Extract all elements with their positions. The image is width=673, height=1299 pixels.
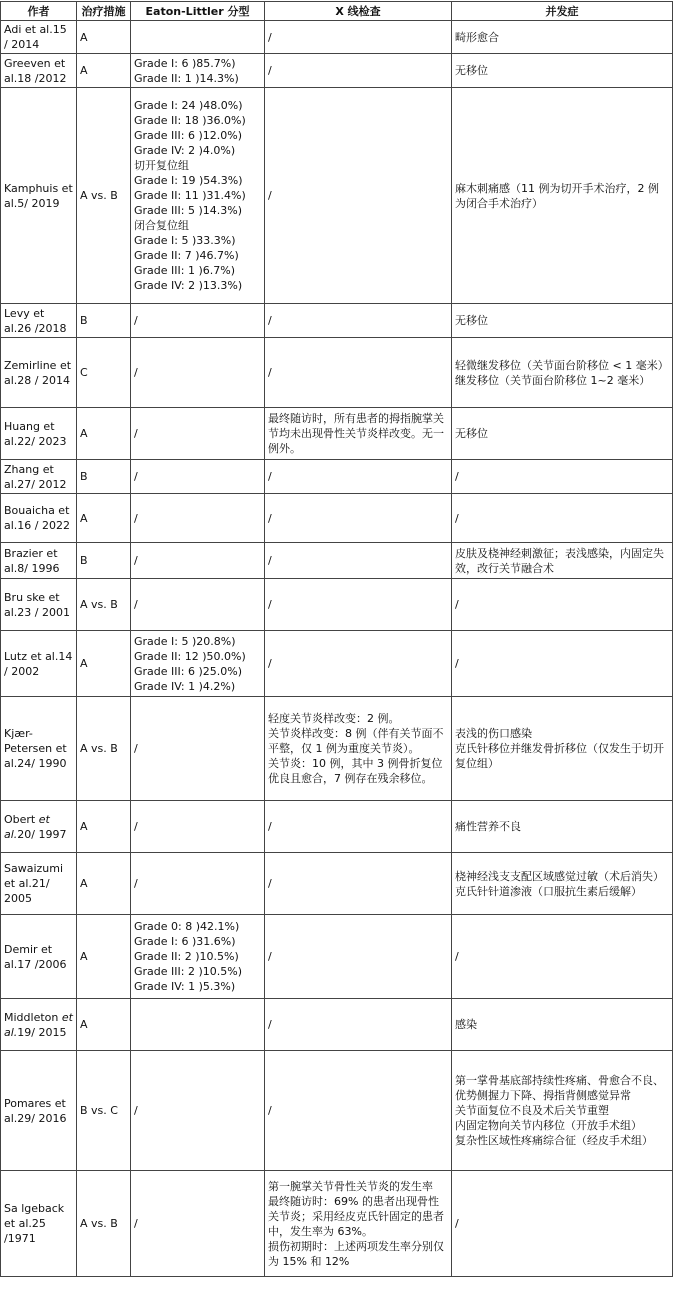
cell-eaton-littler (131, 304, 265, 338)
eaton-littler-line: Grade II: 18 )36.0%) (134, 114, 246, 127)
table-row (1, 579, 673, 631)
table-row (1, 999, 673, 1051)
header-eaton-littler: Eaton-Littler 分型 (131, 2, 265, 21)
cell-author: Huang et al.22/ 2023 (1, 408, 77, 460)
complications-line: 继发移位（关节面台阶移位 1~2 毫米） (455, 373, 651, 387)
cell-author: Demir et al.17 /2006 (1, 915, 77, 999)
eaton-littler-line: 切开复位组 (134, 159, 189, 172)
cell-treatment: A (77, 21, 131, 54)
cell-treatment: A (77, 915, 131, 999)
xray-line: 关节炎样改变：8 例（伴有关节面不平整，仅 1 例为重度关节炎）。 (268, 727, 444, 755)
complications-line: 无移位 (455, 427, 488, 440)
eaton-littler-line: Grade II: 2 )10.5%) (134, 950, 239, 963)
table-row (1, 915, 673, 999)
cell-xray (265, 999, 452, 1051)
cell-treatment: A (77, 408, 131, 460)
xray-line: / (268, 64, 272, 77)
eaton-littler-line: / (134, 820, 138, 833)
eaton-littler-line: 闭合复位组 (134, 219, 189, 232)
cell-treatment: B (77, 543, 131, 579)
cell-eaton-littler (131, 88, 265, 304)
author-text: 19/ 2015 (17, 1025, 67, 1039)
cell-treatment: B (77, 304, 131, 338)
eaton-littler-line: Grade III: 6 )25.0%) (134, 664, 242, 678)
cell-complications (452, 408, 673, 460)
eaton-littler-line: Grade I: 24 )48.0%) (134, 99, 243, 112)
cell-eaton-littler (131, 915, 265, 999)
cell-xray (265, 338, 452, 408)
cell-treatment: A vs. B (77, 697, 131, 801)
cell-xray (265, 408, 452, 460)
cell-author: Zhang et al.27/ 2012 (1, 460, 77, 494)
eaton-littler-line: / (134, 1217, 138, 1230)
eaton-littler-line: / (134, 742, 138, 755)
cell-xray (265, 801, 452, 853)
author-text: Obert (4, 812, 39, 826)
cell-author: Zemirline et al.28 / 2014 (1, 338, 77, 408)
cell-xray (265, 88, 452, 304)
eaton-littler-line: / (134, 470, 138, 483)
eaton-littler-line: Grade III: 5 )14.3%) (134, 204, 242, 217)
table-row (1, 494, 673, 543)
xray-line: 关节炎：10 例，其中 3 例骨折复位优良且愈合，7 例存在残余移位。 (268, 757, 443, 785)
cell-eaton-littler (131, 999, 265, 1051)
cell-author: Bru ske et al.23 / 2001 (1, 579, 77, 631)
author-text: et al. (4, 1010, 73, 1039)
cell-treatment: A (77, 54, 131, 88)
cell-author: Pomares et al.29/ 2016 (1, 1051, 77, 1171)
eaton-littler-line: Grade II: 7 )46.7%) (134, 249, 239, 262)
header-author: 作者 (1, 2, 77, 21)
cell-eaton-littler (131, 543, 265, 579)
author-text: Middleton (4, 1010, 62, 1024)
complications-line: / (455, 598, 459, 611)
cell-treatment: B (77, 460, 131, 494)
cell-author: Bouaicha et al.16 / 2022 (1, 494, 77, 543)
cell-xray (265, 54, 452, 88)
eaton-littler-line: / (134, 314, 138, 327)
xray-line: / (268, 820, 272, 833)
cell-treatment: A (77, 494, 131, 543)
cell-eaton-littler (131, 631, 265, 697)
eaton-littler-line: / (134, 1104, 138, 1117)
xray-line: 轻度关节炎样改变：2 例。 (268, 712, 400, 725)
eaton-littler-line: Grade IV: 2 )13.3%) (134, 279, 243, 292)
table-row (1, 304, 673, 338)
xray-line: / (268, 1018, 272, 1031)
complications-line: / (455, 1217, 459, 1230)
cell-complications (452, 853, 673, 915)
complications-line: 无移位 (455, 64, 488, 77)
eaton-littler-line: / (134, 598, 138, 611)
cell-eaton-littler (131, 460, 265, 494)
complications-line: 痛性营养不良 (455, 820, 521, 833)
cell-treatment: A (77, 801, 131, 853)
table-row (1, 697, 673, 801)
eaton-littler-line: Grade III: 1 )6.7%) (134, 264, 235, 277)
xray-line: / (268, 511, 272, 525)
complications-line: / (455, 470, 459, 483)
complications-line: 无移位 (455, 314, 488, 327)
cell-complications (452, 54, 673, 88)
table-row (1, 338, 673, 408)
eaton-littler-line: / (134, 877, 138, 890)
complications-line: / (455, 657, 459, 670)
cell-treatment: A (77, 853, 131, 915)
table-row (1, 460, 673, 494)
cell-xray (265, 853, 452, 915)
cell-complications (452, 631, 673, 697)
table-body (1, 21, 673, 1277)
cell-eaton-littler (131, 1171, 265, 1277)
cell-eaton-littler (131, 1051, 265, 1171)
table-row (1, 21, 673, 54)
cell-author: Kjær-Petersen et al.24/ 1990 (1, 697, 77, 801)
xray-line: / (268, 189, 272, 202)
cell-complications (452, 338, 673, 408)
cell-eaton-littler (131, 579, 265, 631)
cell-complications (452, 304, 673, 338)
table-row (1, 1051, 673, 1171)
cell-author: Adi et al.15 / 2014 (1, 21, 77, 54)
eaton-littler-line: Grade 0: 8 )42.1%) (134, 920, 240, 933)
cell-treatment: A vs. B (77, 1171, 131, 1277)
xray-line: / (268, 877, 272, 890)
complications-line: 克氏针移位并继发骨折移位（仅发生于切开复位组） (455, 742, 664, 770)
table-row (1, 801, 673, 853)
cell-xray (265, 579, 452, 631)
eaton-littler-line: Grade IV: 2 )4.0%) (134, 144, 236, 157)
table-row (1, 853, 673, 915)
xray-line: / (268, 950, 272, 963)
cell-xray (265, 21, 452, 54)
xray-line: / (268, 314, 272, 327)
cell-complications (452, 1171, 673, 1277)
eaton-littler-line: Grade II: 12 )50.0%) (134, 649, 246, 663)
header-row (1, 2, 673, 21)
complications-line: 感染 (455, 1018, 477, 1031)
table-row (1, 408, 673, 460)
cell-author (1, 999, 77, 1051)
xray-line: / (268, 470, 272, 483)
complications-line: 克氏针针道渗液（口服抗生素后缓解） (455, 884, 642, 898)
table-row (1, 54, 673, 88)
complications-line: 关节面复位不良及术后关节重塑 (455, 1104, 609, 1117)
xray-line: / (268, 366, 272, 379)
cell-author: Levy et al.26 /2018 (1, 304, 77, 338)
xray-line: / (268, 30, 272, 44)
cell-eaton-littler (131, 801, 265, 853)
xray-line: / (268, 554, 272, 567)
complications-line: / (455, 950, 459, 963)
complications-line: 表浅的伤口感染 (455, 727, 532, 740)
complications-line: 麻木刺痛感（11 例为切开手术治疗，2 例为闭合手术治疗） (455, 181, 659, 210)
eaton-littler-line: Grade II: 1 )14.3%) (134, 71, 239, 85)
complications-line: 内固定物向关节内移位（开放手术组） (455, 1119, 642, 1132)
cell-eaton-littler (131, 494, 265, 543)
cell-xray (265, 631, 452, 697)
eaton-littler-line: / (134, 554, 138, 567)
table-row (1, 543, 673, 579)
cell-xray (265, 915, 452, 999)
cell-complications (452, 915, 673, 999)
complications-line: 皮肤及桡神经刺激征；表浅感染，内固定失效，改行关节融合术 (455, 546, 664, 575)
cell-complications (452, 494, 673, 543)
complications-line: 轻微继发移位（关节面台阶移位 < 1 毫米） (455, 358, 669, 372)
cell-author: Sawaizumi et al.21/ 2005 (1, 853, 77, 915)
eaton-littler-line: / (134, 511, 138, 525)
author-text: 20/ 1997 (17, 827, 67, 841)
complications-line: 畸形愈合 (455, 30, 499, 44)
author-text: et al. (4, 812, 50, 841)
cell-treatment: C (77, 338, 131, 408)
cell-xray (265, 1051, 452, 1171)
table-row (1, 1171, 673, 1277)
cell-complications (452, 21, 673, 54)
table-row (1, 631, 673, 697)
cell-xray (265, 1171, 452, 1277)
complications-table (0, 1, 673, 1277)
eaton-littler-line: Grade III: 6 )12.0%) (134, 129, 242, 142)
xray-line: / (268, 1104, 272, 1117)
header-complications: 并发症 (452, 2, 673, 21)
table-row (1, 88, 673, 304)
complications-line: 复杂性区域性疼痛综合征（经皮手术组） (455, 1134, 653, 1147)
cell-treatment: B vs. C (77, 1051, 131, 1171)
header-xray: X 线检查 (265, 2, 452, 21)
cell-complications (452, 460, 673, 494)
eaton-littler-line: Grade I: 5 )20.8%) (134, 634, 236, 648)
eaton-littler-line: Grade I: 6 )85.7%) (134, 56, 236, 70)
xray-line: / (268, 657, 272, 670)
cell-xray (265, 494, 452, 543)
cell-complications (452, 1051, 673, 1171)
cell-author: Lutz et al.14 / 2002 (1, 631, 77, 697)
cell-eaton-littler (131, 697, 265, 801)
cell-complications (452, 697, 673, 801)
eaton-littler-line: / (134, 366, 138, 379)
cell-author: Greeven et al.18 /2012 (1, 54, 77, 88)
cell-xray (265, 543, 452, 579)
cell-eaton-littler (131, 54, 265, 88)
eaton-littler-line: Grade I: 19 )54.3%) (134, 174, 243, 187)
complications-line: 第一掌骨基底部持续性疼痛、骨愈合不良、优势侧握力下降、拇指背侧感觉异常 (455, 1074, 664, 1102)
complications-line: 桡神经浅支支配区域感觉过敏（术后消失） (455, 869, 664, 883)
eaton-littler-line: Grade IV: 1 )4.2%) (134, 679, 236, 693)
complications-line: / (455, 511, 459, 525)
cell-complications (452, 999, 673, 1051)
cell-treatment: A (77, 999, 131, 1051)
eaton-littler-line: Grade I: 5 )33.3%) (134, 234, 236, 247)
xray-line: 最终随访时：69% 的患者出现骨性关节炎；采用经皮克氏针固定的患者中，发生率为 63%。 (268, 1194, 444, 1238)
cell-complications (452, 88, 673, 304)
cell-xray (265, 304, 452, 338)
cell-treatment: A vs. B (77, 579, 131, 631)
cell-author: Brazier et al.8/ 1996 (1, 543, 77, 579)
eaton-littler-line: Grade I: 6 )31.6%) (134, 935, 236, 948)
cell-eaton-littler (131, 853, 265, 915)
xray-line: 第一腕掌关节骨性关节炎的发生率 (268, 1179, 433, 1193)
cell-xray (265, 697, 452, 801)
cell-author (1, 801, 77, 853)
eaton-littler-line: Grade III: 2 )10.5%) (134, 965, 242, 978)
xray-line: 最终随访时，所有患者的拇指腕掌关节均未出现骨性关节炎样改变。无一例外。 (268, 412, 444, 455)
cell-treatment: A vs. B (77, 88, 131, 304)
xray-line: 损伤初期时：上述两项发生率分别仅为 15% 和 12% (268, 1239, 444, 1268)
cell-eaton-littler (131, 408, 265, 460)
eaton-littler-line: Grade II: 11 )31.4%) (134, 189, 246, 202)
cell-xray (265, 460, 452, 494)
cell-eaton-littler (131, 21, 265, 54)
cell-complications (452, 801, 673, 853)
cell-complications (452, 579, 673, 631)
cell-eaton-littler (131, 338, 265, 408)
eaton-littler-line: / (134, 427, 138, 440)
eaton-littler-line: Grade IV: 1 )5.3%) (134, 980, 236, 993)
xray-line: / (268, 598, 272, 611)
cell-treatment: A (77, 631, 131, 697)
cell-author: Kamphuis et al.5/ 2019 (1, 88, 77, 304)
header-treatment: 治疗措施 (77, 2, 131, 21)
cell-author: Sa lgeback et al.25 /1971 (1, 1171, 77, 1277)
cell-complications (452, 543, 673, 579)
